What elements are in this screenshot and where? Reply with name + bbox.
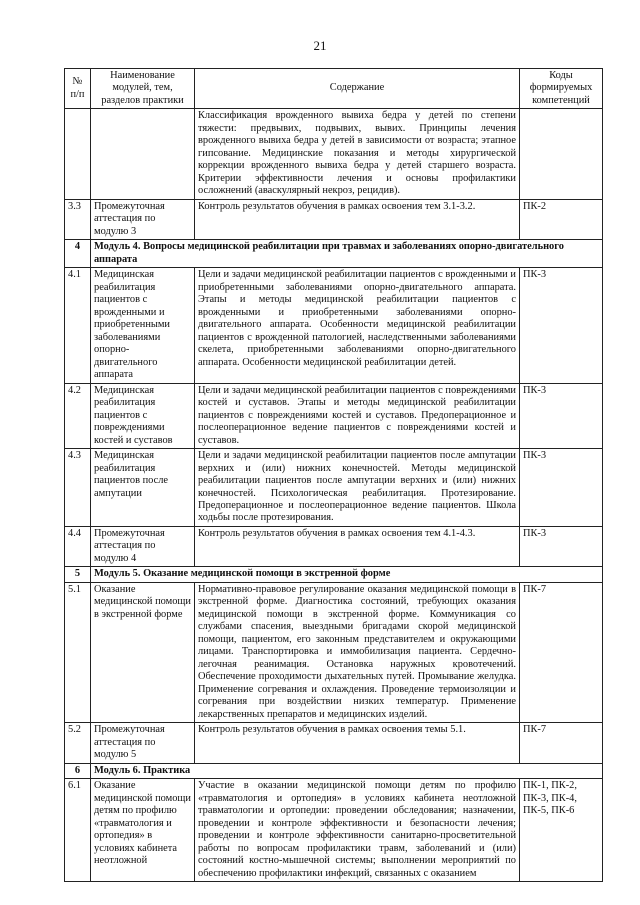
row-codes: ПК-2 — [520, 199, 603, 239]
row-name: Промежуточная аттестация по модулю 4 — [91, 526, 195, 566]
header-num: № п/п — [65, 69, 91, 109]
table-row — [65, 779, 603, 882]
module-num: 6 — [65, 763, 91, 778]
row-content: Классификация врожденного вывиха бедра у детей по степени тяжести: предвывих, подвывих, вывих. Принципы лечения врожденного вывиха бедра у детей в зависимости от возраста; этапное гипсование. Медицинские показания и методы хирургической коррекции врожденного вывиха бедра у детей старшего возраста. Критерии эффективности лечения и основы профилактики осложнений (аваскулярный некроз, рецидив). — [195, 109, 520, 199]
row-content: Участие в оказании медицинской помощи детям по профилю «травматология и ортопедия» в условиях кабинета неотложной травматологии и ортопедии: проведении обследования; назначении, проведении и контроле эффективности и безопасности лечения; проведении и контроле эффективности санитарно-просветительной работы по вопросам профилактики травм, заболеваний и (или) состояний костно-мышечной системы; выполнении мероприятий по обеспечению профилактики инфекций, связанных с оказанием — [195, 779, 520, 882]
row-codes: ПК-7 — [520, 723, 603, 763]
module-row — [65, 240, 603, 268]
module-title: Модуль 5. Оказание медицинской помощи в экстренной форме — [91, 567, 603, 582]
table-row — [65, 199, 603, 239]
row-num: 4.3 — [65, 449, 91, 527]
module-num: 4 — [65, 240, 91, 268]
module-row — [65, 763, 603, 778]
row-name: Медицинская реабилитация пациентов с повреждениями костей и суставов — [91, 383, 195, 448]
table-row — [65, 723, 603, 763]
table-row — [65, 582, 603, 722]
row-content: Цели и задачи медицинской реабилитации пациентов с повреждениями костей и суставов. Этапы и методы медицинской реабилитации пациентов с повреждениями костей и суставов. Предоперационное и послеоперационное ведение пациентов с повреждениями костей и суставов. — [195, 383, 520, 448]
page-number: 21 — [313, 38, 327, 53]
row-content: Контроль результатов обучения в рамках освоения тем 4.1-4.3. — [195, 526, 520, 566]
row-name: Промежуточная аттестация по модулю 3 — [91, 199, 195, 239]
table-header-row — [65, 69, 603, 109]
row-codes: ПК-3 — [520, 268, 603, 383]
row-num: 6.1 — [65, 779, 91, 882]
row-codes: ПК-1, ПК-2, ПК-3, ПК-4, ПК-5, ПК-6 — [520, 779, 603, 882]
row-num: 4.4 — [65, 526, 91, 566]
header-content: Содержание — [195, 69, 520, 109]
row-codes: ПК-3 — [520, 526, 603, 566]
row-num: 5.2 — [65, 723, 91, 763]
row-codes: ПК-3 — [520, 383, 603, 448]
table-row — [65, 526, 603, 566]
row-name: Промежуточная аттестация по модулю 5 — [91, 723, 195, 763]
row-name: Медицинская реабилитация пациентов после ампутации — [91, 449, 195, 527]
header-name: Наименование модулей, тем, разделов практики — [91, 69, 195, 109]
row-name: Медицинская реабилитация пациентов с врожденными и приобретенными заболеваниями опорно-двигательного аппарата — [91, 268, 195, 383]
row-content: Контроль результатов обучения в рамках освоения тем 3.1-3.2. — [195, 199, 520, 239]
row-content: Цели и задачи медицинской реабилитации пациентов с врожденными и приобретенными заболеваниями опорно-двигательного аппарата. Этапы и методы медицинской реабилитации пациентов с врожденными и приобретенными заболеваниями опорно-двигательного аппарата. Особенности медицинской реабилитации пациентов с врожденной патологией, наследственными заболеваниями скелета, приобретенными заболеваниями опорно-двигательного аппарата. Особенности медицинской реабилитации детей. — [195, 268, 520, 383]
module-row — [65, 567, 603, 582]
table-row — [65, 383, 603, 448]
row-content: Контроль результатов обучения в рамках освоения темы 5.1. — [195, 723, 520, 763]
curriculum-table — [64, 68, 603, 882]
table-row — [65, 268, 603, 383]
header-codes: Коды формируемых компетенций — [520, 69, 603, 109]
row-num: 4.2 — [65, 383, 91, 448]
row-codes: ПК-3 — [520, 449, 603, 527]
module-title: Модуль 4. Вопросы медицинской реабилитации при травмах и заболеваниях опорно-двигательного аппарата — [91, 240, 603, 268]
row-name: Оказание медицинской помощи детям по профилю «травматология и ортопедия» в условиях кабинета неотложной — [91, 779, 195, 882]
module-title: Модуль 6. Практика — [91, 763, 603, 778]
module-num: 5 — [65, 567, 91, 582]
table-row — [65, 109, 603, 199]
row-content: Цели и задачи медицинской реабилитации пациентов после ампутации верхних и (или) нижних конечностей. Методы медицинской реабилитации пациентов после ампутации верхних и (или) нижних конечностей. Психологическая реабилитация. Протезирование. Предоперационное и послеоперационное ведение пациентов. Школа ходьбы после протезирования. — [195, 449, 520, 527]
row-codes: ПК-7 — [520, 582, 603, 722]
row-name: Оказание медицинской помощи в экстренной форме — [91, 582, 195, 722]
row-num: 3.3 — [65, 199, 91, 239]
table-row — [65, 449, 603, 527]
row-num: 4.1 — [65, 268, 91, 383]
row-num: 5.1 — [65, 582, 91, 722]
row-content: Нормативно-правовое регулирование оказания медицинской помощи в экстренной форме. Диагностика состояний, требующих оказания медицинской помощи в экстренной форме. Коммуникация со службами спасения, выездными бригадами скорой медицинской помощи, пациентом, его законным представителем и окружающими лицами. Транспортировка и иммобилизация пациента. Сердечно-легочная реанимация. Остановка наружных кровотечений. Обеспечение проходимости дыхательных путей. Промывание желудка. Применение согревания и охлаждения. Проведение термоизоляции и согревания при воздействии низких температур. Применение лекарственных препаратов и медицинских изделий. — [195, 582, 520, 722]
